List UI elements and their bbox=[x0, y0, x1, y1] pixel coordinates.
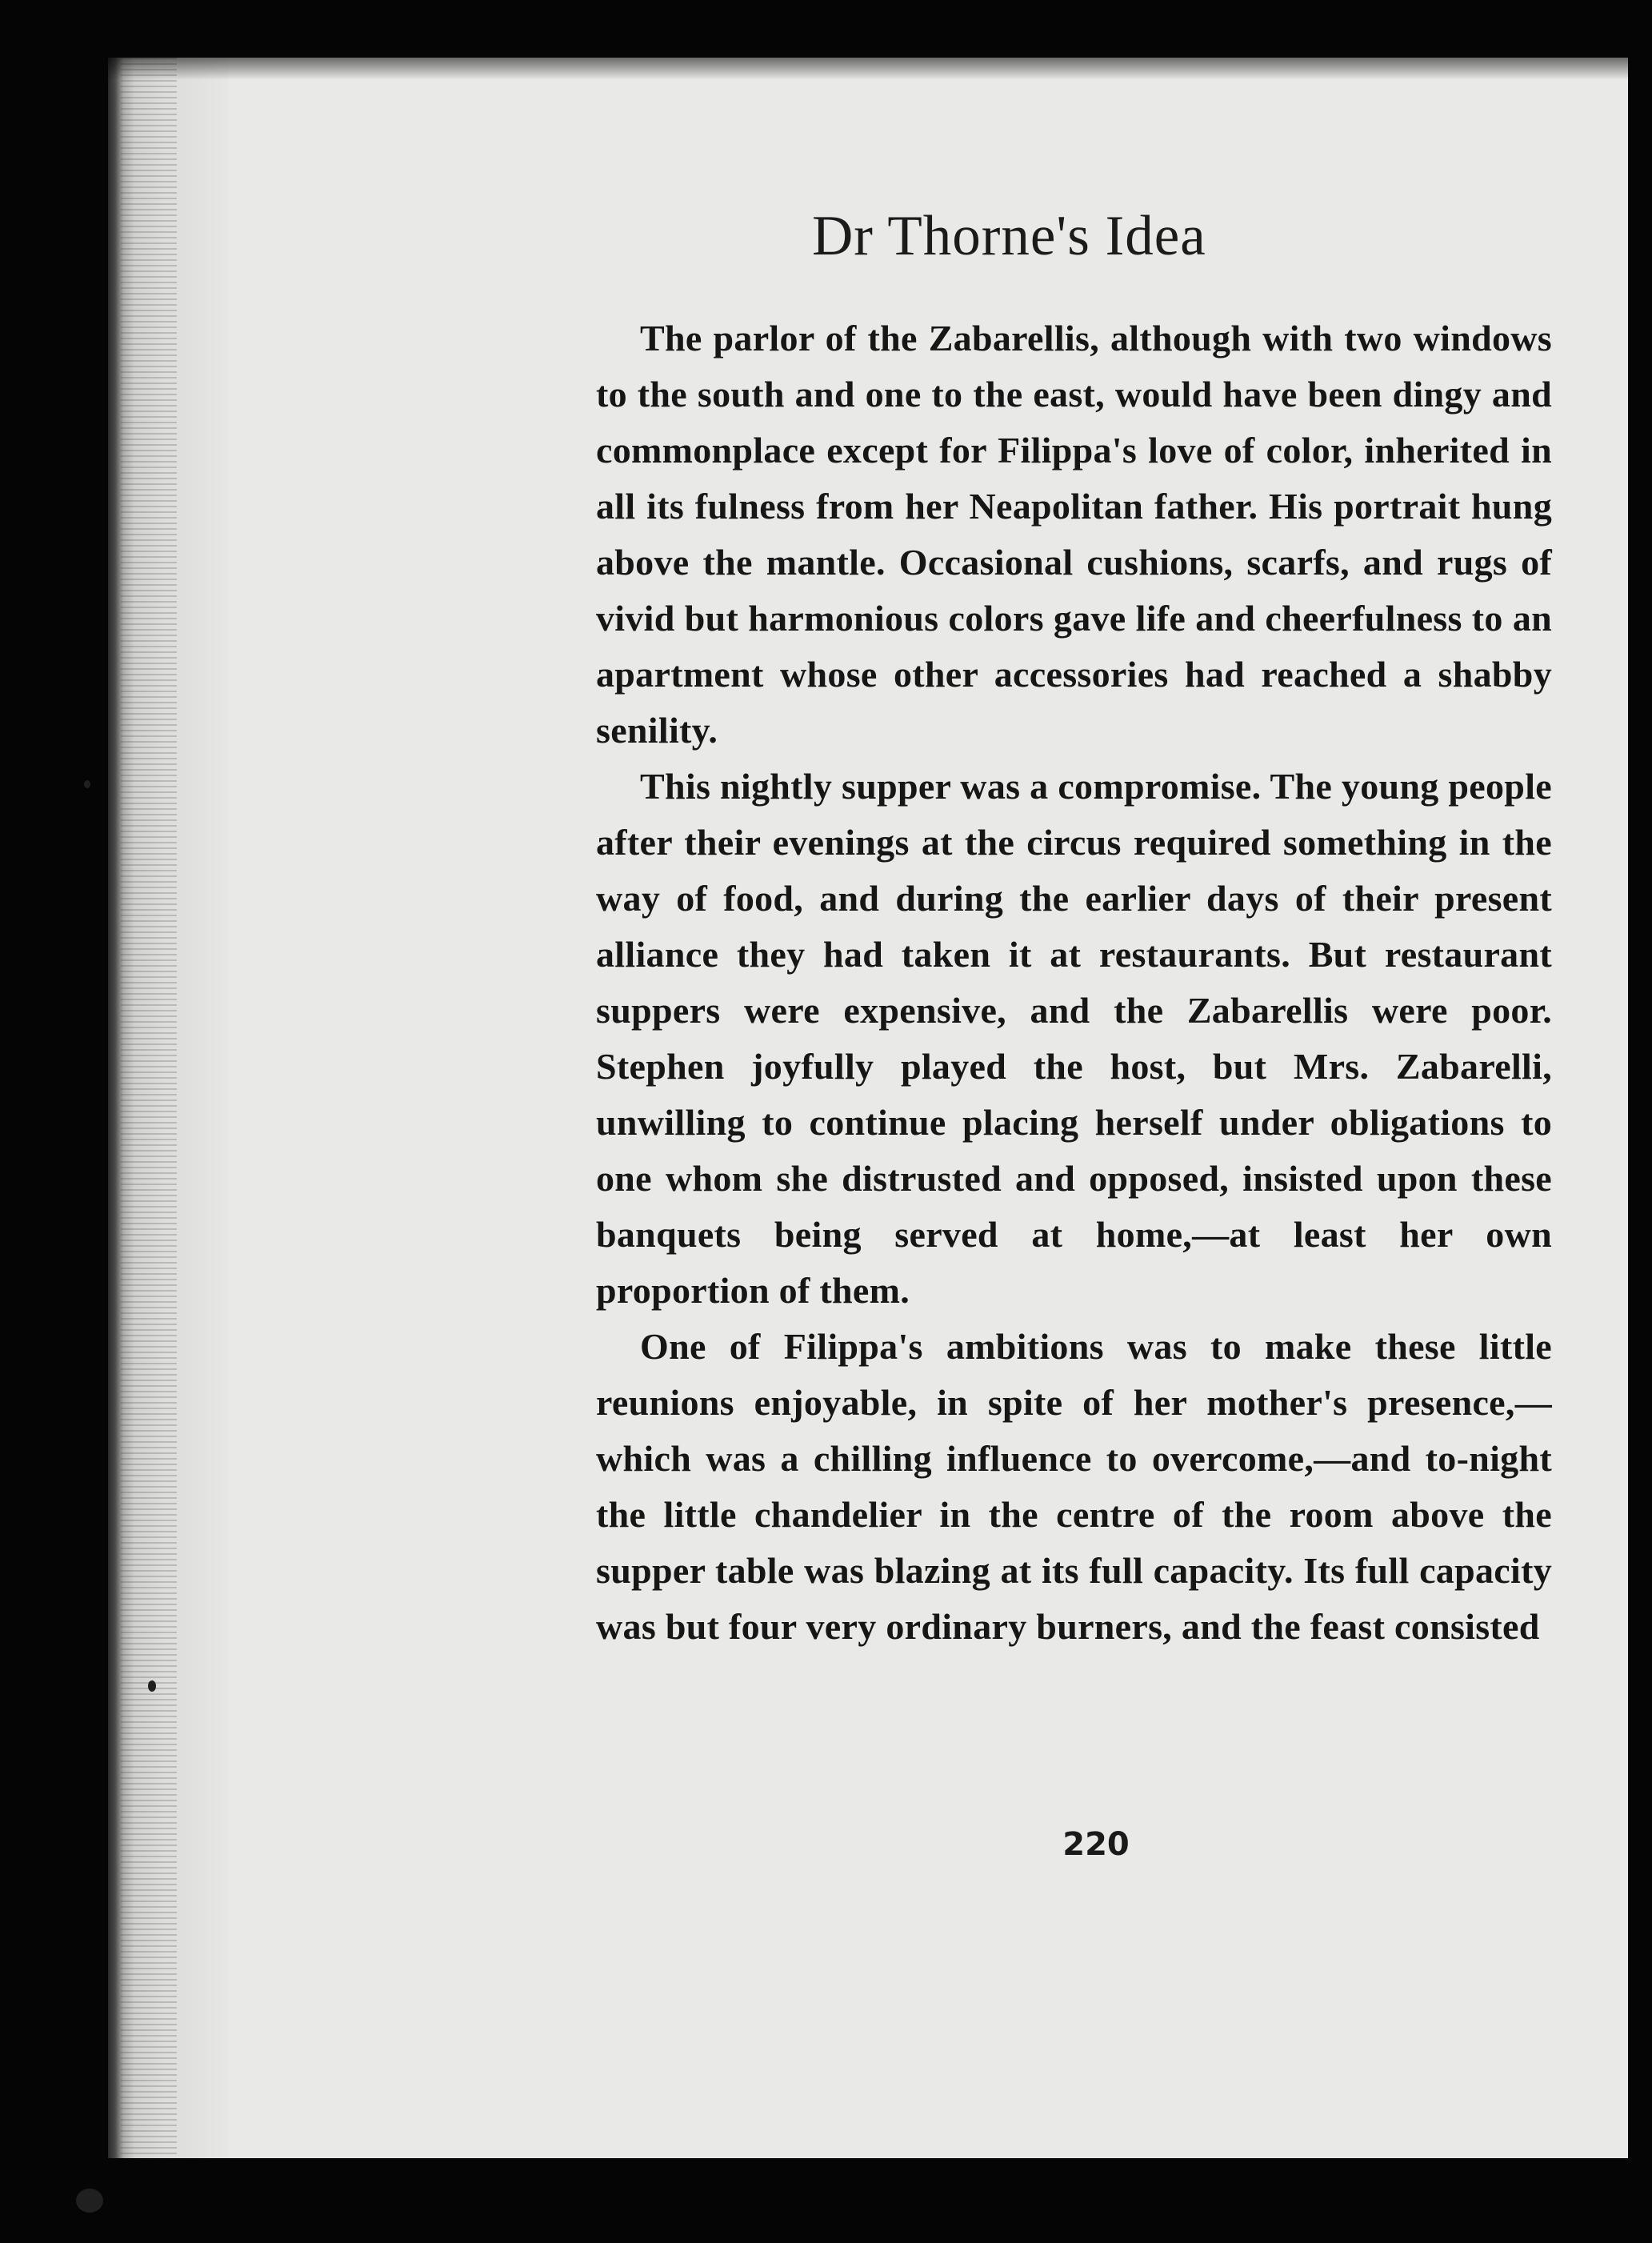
dust-speck bbox=[84, 780, 90, 788]
paragraph-1: The parlor of the Zabarellis, although with two windows to the south and one to the east, would have been dingy and commonplace except for Filippa's love of color, inherited in all its fulness from her Neapolitan father. His portrait hung above the mantle. Occasional cushions, scarfs, and rugs of vivid but harmonious colors gave life and cheerfulness to an apartment whose other accessories had reached a shabby senility. bbox=[596, 318, 1552, 751]
dust-speck bbox=[76, 2189, 103, 2213]
paragraph-2: This nightly supper was a compromise. The young people after their evenings at the circus required something in the way of food, and during the earlier days of their present alliance they had taken it at restaurants. But restaurant suppers were expensive, and the Zabarellis were poor. Stephen joyfully played the host, but Mrs. Zabarelli, unwilling to continue placing herself under obligations to one whom she distrusted and opposed, insisted upon these banquets being served at home,—at least her own proportion of them. bbox=[596, 766, 1552, 1311]
body-text bbox=[596, 310, 1552, 1655]
running-head: Dr Thorne's Idea bbox=[812, 205, 1206, 267]
paragraph-3: One of Filippa's ambitions was to make these little reunions enjoyable, in spite of her mother's presence,—which was a chilling influence to overcome,—and to-night the little chandelier in the centre of the room above the supper table was blazing at its full capacity. Its full capacity was but four very ordinary burners, and the feast consisted bbox=[596, 1326, 1552, 1647]
page-number: 220 bbox=[1062, 1826, 1130, 1863]
top-shadow bbox=[108, 58, 1628, 80]
page-edge-binding bbox=[108, 58, 228, 2158]
dust-speck bbox=[148, 1680, 156, 1692]
book-page bbox=[108, 58, 1628, 2158]
